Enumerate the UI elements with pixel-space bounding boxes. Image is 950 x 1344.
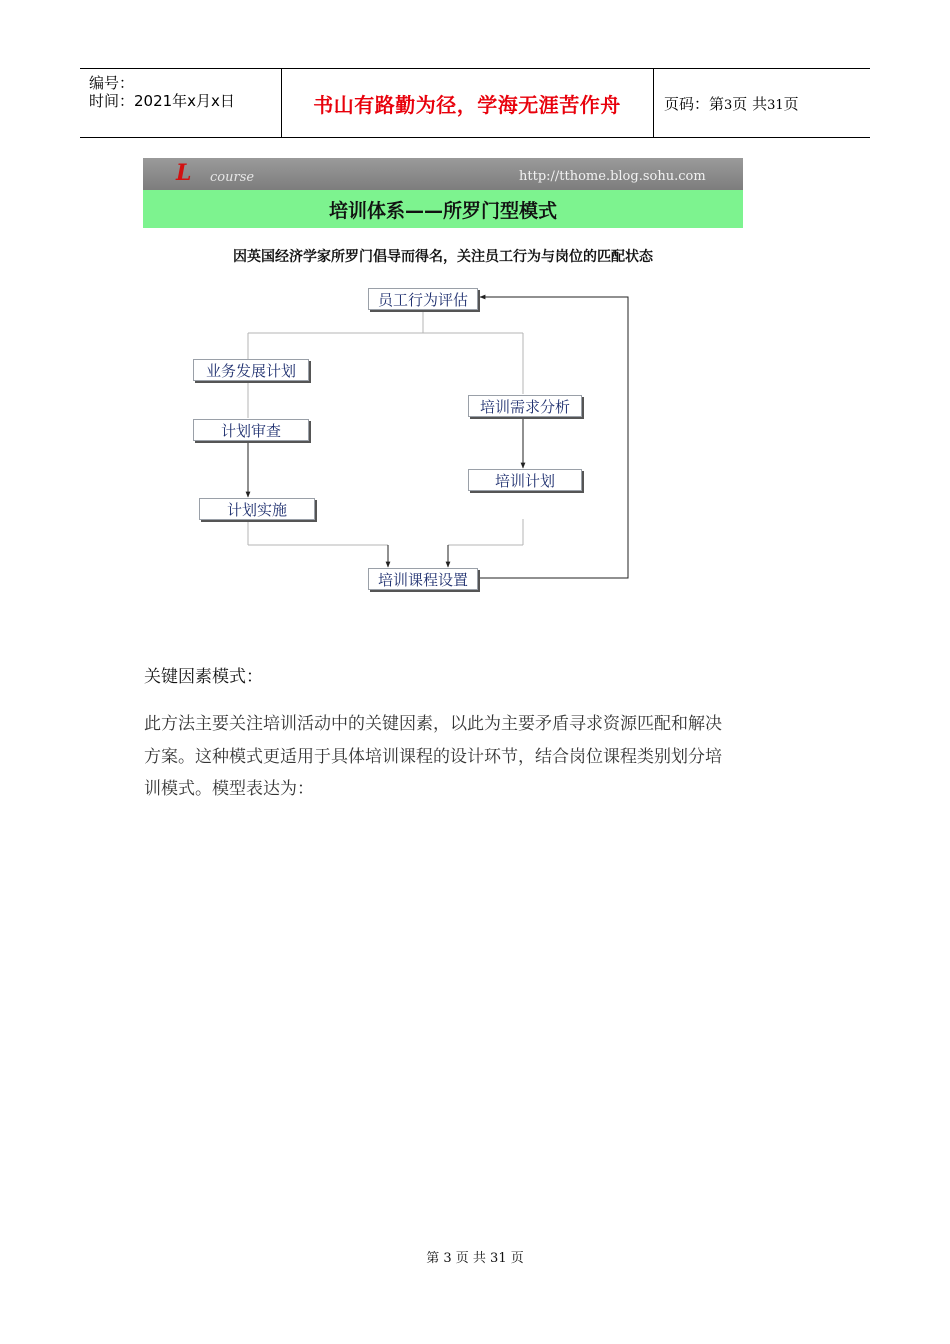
node-training-plan: 培训计划 (468, 469, 582, 491)
figure-subtitle: 因英国经济学家所罗门倡导而得名，关注员工行为与岗位的匹配状态 (233, 249, 653, 265)
paragraph-line: 训模式。模型表达为： (144, 779, 314, 799)
header-left-cell (80, 69, 282, 137)
section-title: 关键因素模式： (144, 667, 263, 687)
solomon-model-figure (143, 158, 743, 598)
page-mid: 页 共 (732, 94, 768, 113)
node-plan-review: 计划审查 (193, 419, 309, 441)
document-date: 时间：2021年x月x日 (89, 92, 235, 110)
paragraph-line: 方案。这种模式更适用于具体培训课程的设计环节，结合岗位课程类别划分培 (144, 746, 722, 767)
blog-url: http://tthome.blog.sohu.com (519, 169, 706, 184)
document-code-label: 编号： (89, 74, 135, 92)
header-page-cell (654, 69, 870, 137)
page-current: 3 (724, 97, 733, 113)
page-number (664, 93, 799, 114)
page-header (80, 68, 870, 138)
course-label: course (210, 170, 255, 185)
course-logo: L (176, 160, 192, 186)
figure-title: 培训体系——所罗门型模式 (328, 199, 557, 222)
page-footer: 第 3 页 共 31 页 (426, 1251, 524, 1266)
node-course-setup: 培训课程设置 (368, 568, 478, 590)
header-motto-cell (281, 69, 654, 137)
node-needs-analysis: 培训需求分析 (468, 395, 582, 417)
section-paragraph (144, 708, 804, 806)
motto: 书山有路勤为径，学海无涯苦作舟 (313, 92, 621, 117)
page-total: 31 (767, 97, 784, 113)
page-suffix: 页 (783, 94, 799, 113)
paragraph-line: 此方法主要关注培训活动中的关键因素，以此为主要矛盾寻求资源匹配和解决 (144, 714, 722, 734)
node-business-plan: 业务发展计划 (193, 359, 309, 381)
page-prefix: 页码：第 (664, 94, 725, 113)
node-plan-implementation: 计划实施 (199, 498, 315, 520)
arrow-feedback-loop (478, 297, 628, 578)
node-employee-evaluation: 员工行为评估 (368, 288, 478, 310)
